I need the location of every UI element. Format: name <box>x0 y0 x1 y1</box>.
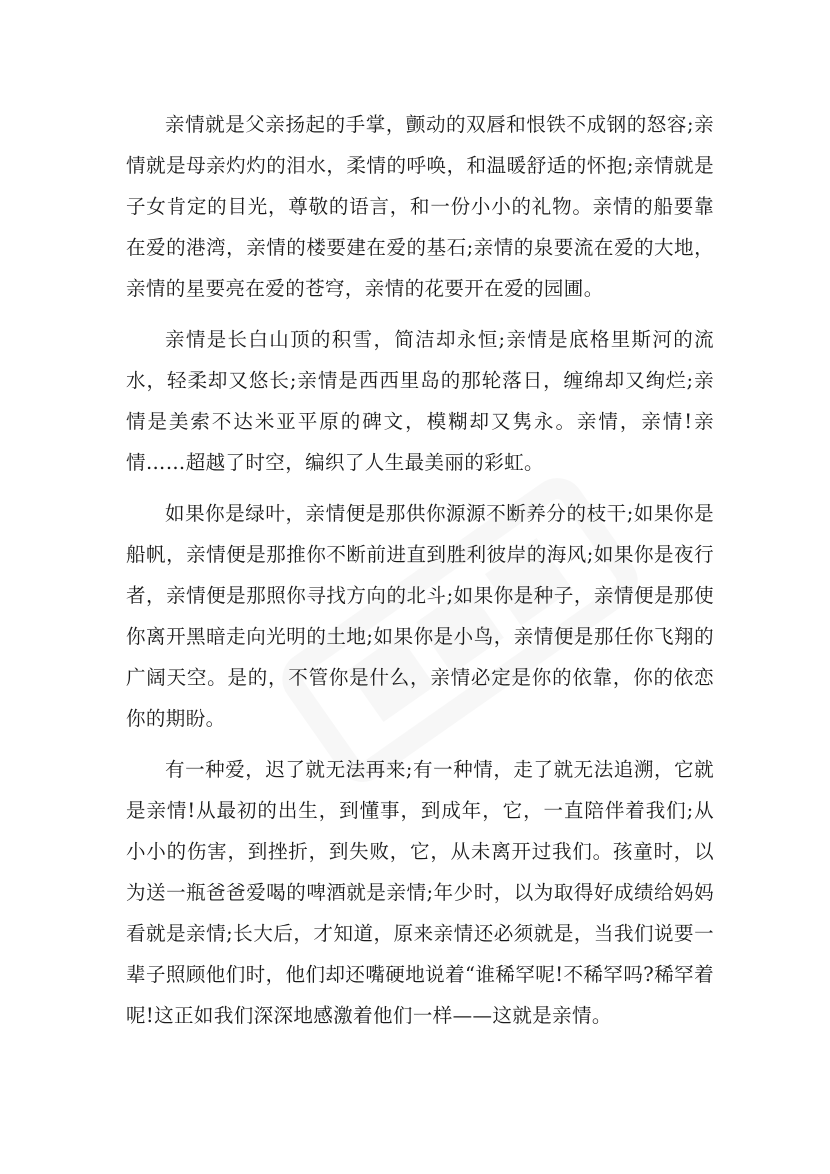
paragraph-4: 有一种爱，迟了就无法再来;有一种情，走了就无法追溯，它就是亲情!从最初的出生，到懂事，到成年，它，一直陪伴着我们;从小小的伤害，到挫折，到失败，它，从未离开过我们。孩童时，以为送一瓶爸爸爱喝的啤酒就是亲情;年少时，以为取得好成绩给妈妈看就是亲情;长大后，才知道，原来亲情还必须就是，当我们说要一辈子照顾他们时，他们却还嘴硬地说着“谁稀罕呢!不稀罕吗?稀罕着呢!这正如我们深深地感激着他们一样——这就是亲情。 <box>126 758 715 1027</box>
paragraph-1: 亲情就是父亲扬起的手掌，颤动的双唇和恨铁不成钢的怒容;亲情就是母亲灼灼的泪水，柔情的呼唤，和温暖舒适的怀抱;亲情就是子女肯定的目光，尊敬的语言，和一份小小的礼物。亲情的船要靠在爱的港湾，亲情的楼要建在爱的基石;亲情的泉要流在爱的大地，亲情的星要亮在爱的苍穹，亲情的花要开在爱的园圃。 <box>126 113 714 300</box>
paragraph-2: 亲情是长白山顶的积雪，简洁却永恒;亲情是底格里斯河的流水，轻柔却又悠长;亲情是西西里岛的那轮落日，缠绵却又绚烂;亲情是美索不达米亚平原的碑文，模糊却又隽永。亲情，亲情!亲情……超越了时空，编织了人生最美丽的彩虹。 <box>126 328 714 474</box>
paragraph-3: 如果你是绿叶，亲情便是那供你源源不断养分的枝干;如果你是船帆，亲情便是那推你不断前进直到胜利彼岸的海风;如果你是夜行者，亲情便是那照你寻找方向的北斗;如果你是种子，亲情便是那使你离开黑暗走向光明的土地;如果你是小鸟，亲情便是那任你飞翔的广阔天空。是的，不管你是什么，亲情必定是你的依靠，你的依恋你的期盼。 <box>126 502 714 730</box>
document-body <box>126 104 714 1046</box>
